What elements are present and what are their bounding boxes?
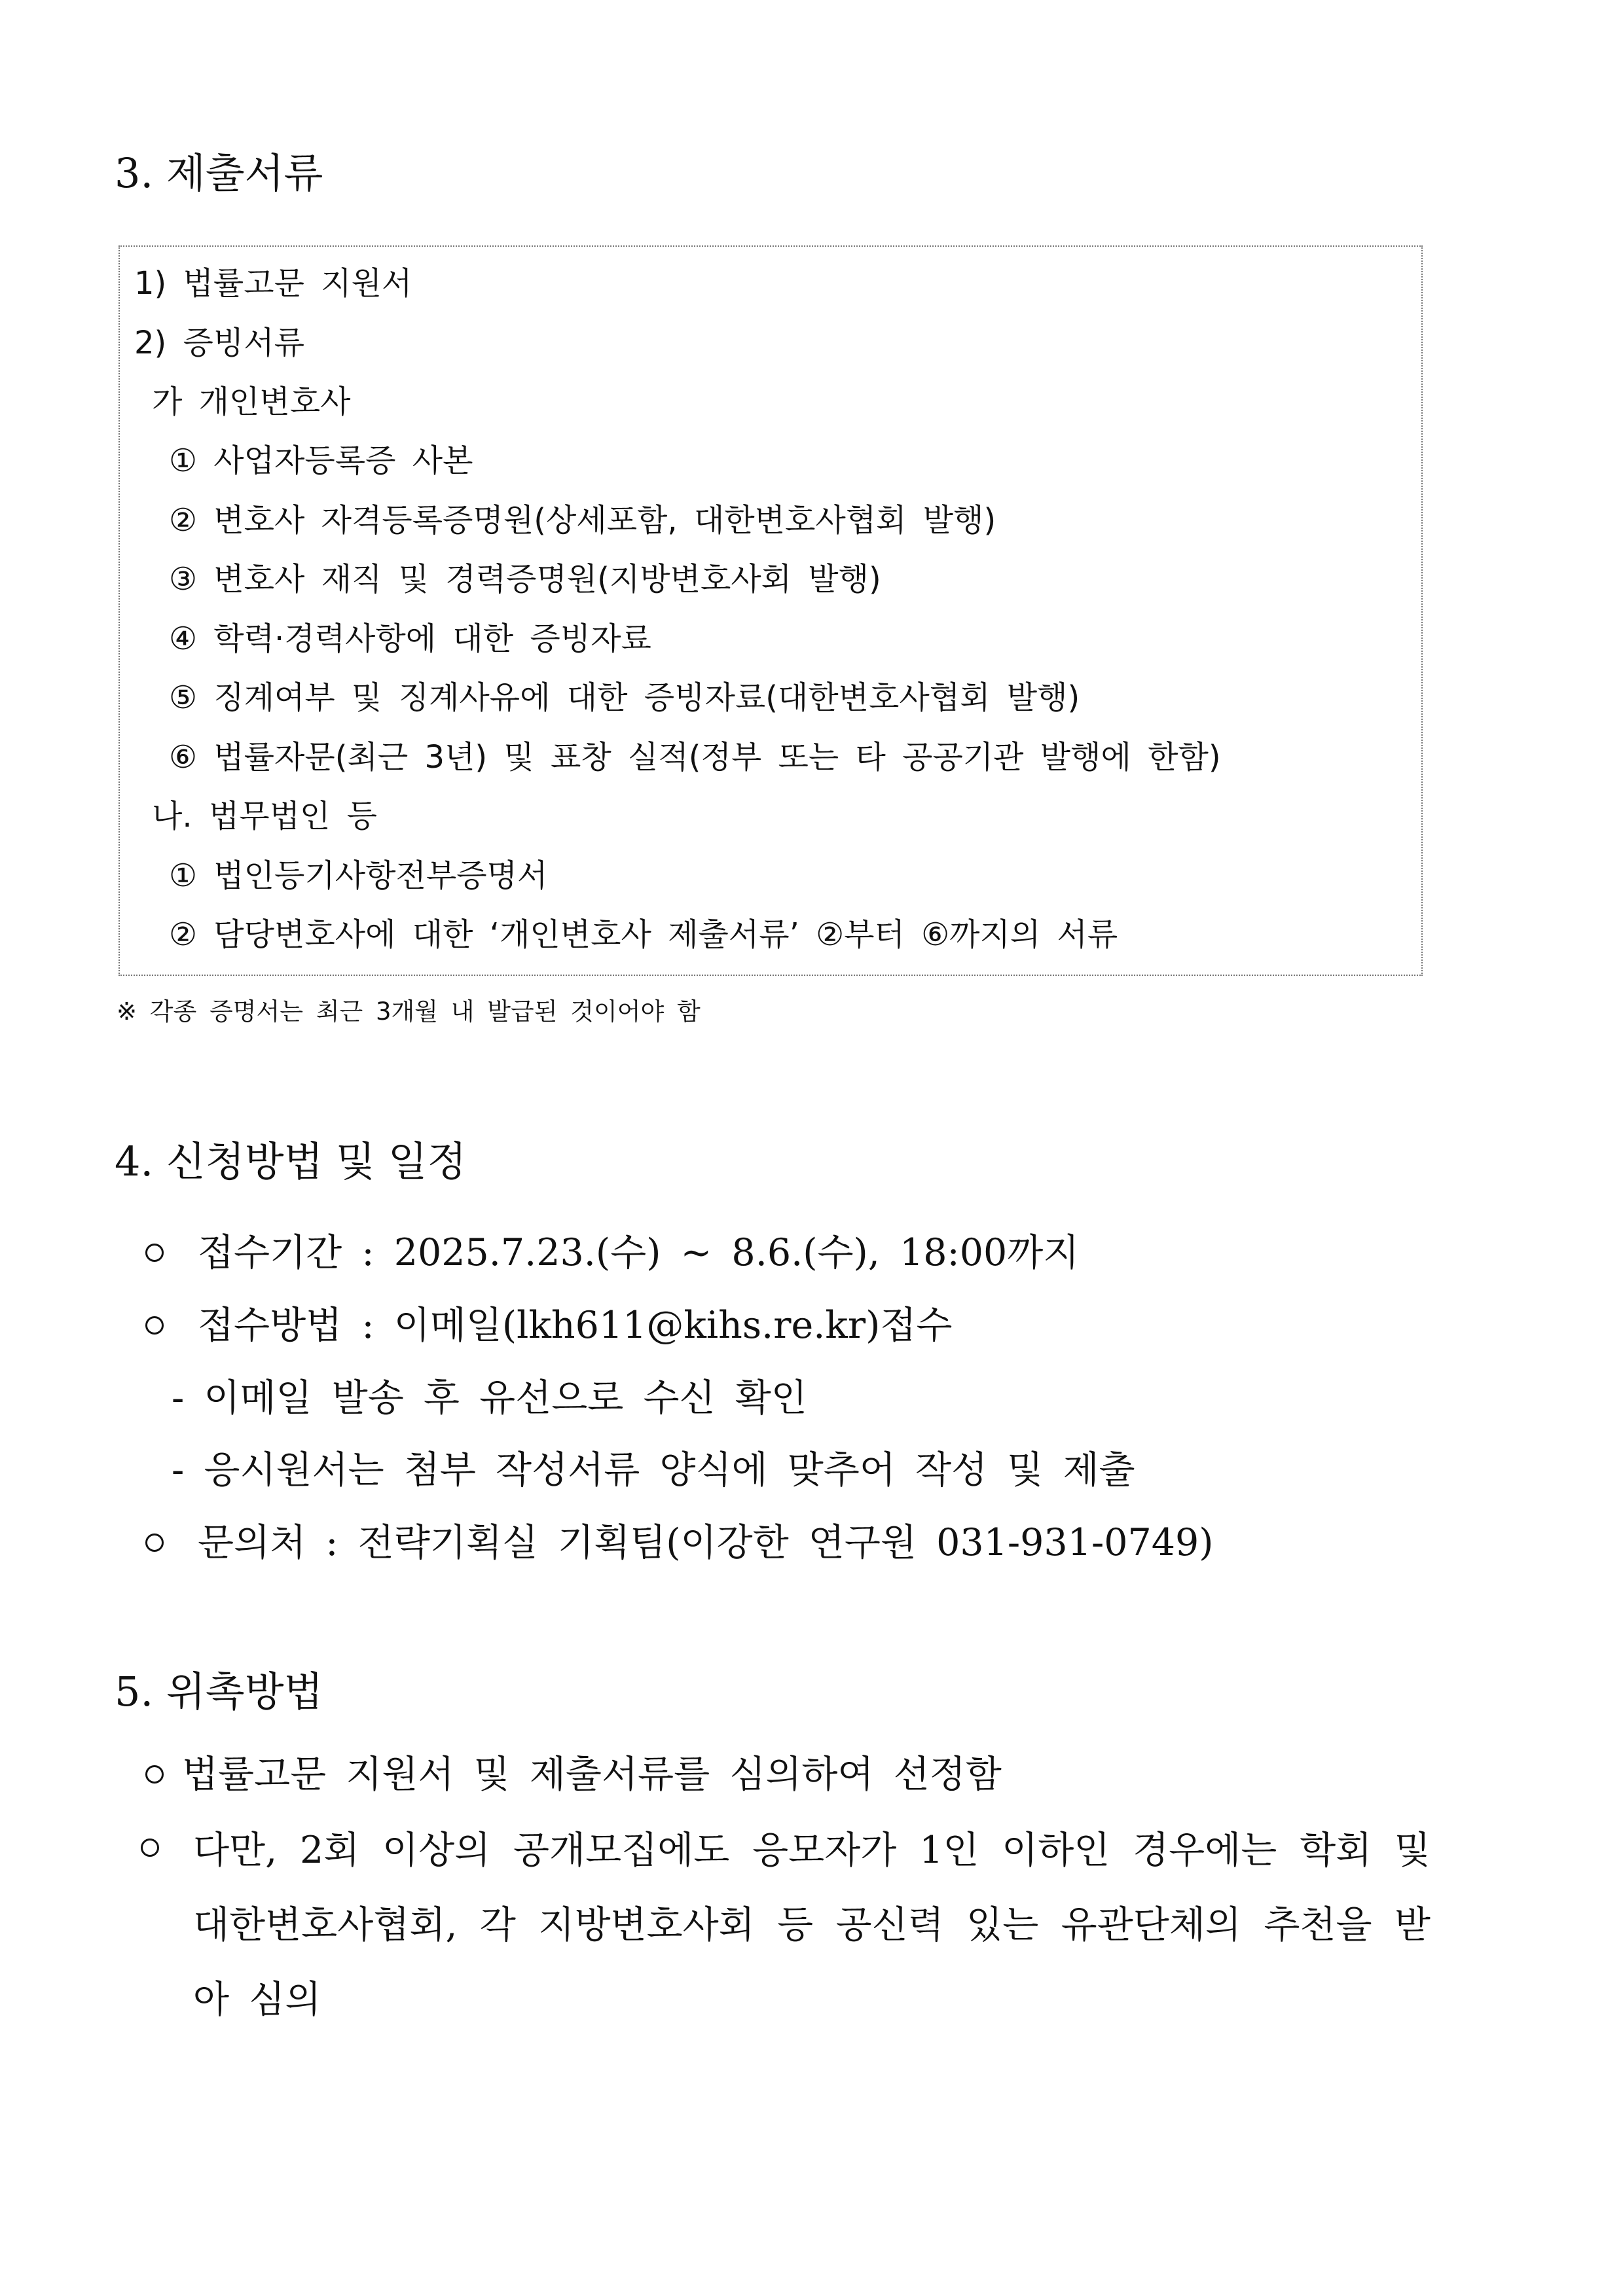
doc-subhead-individual: 가 개인변호사 xyxy=(152,384,351,420)
doc-item-individual-5: ⑤ 징계여부 및 징계사유에 대한 증빙자료(대한변호사협회 발행) xyxy=(169,679,1080,716)
doc-item-individual-4: ④ 학력·경력사항에 대한 증빙자료 xyxy=(169,620,651,657)
section-5-title: 5. 위촉방법 xyxy=(115,1668,323,1715)
doc-item-individual-6: ⑥ 법률자문(최근 3년) 및 표창 실적(정부 또는 타 공공기관 발행에 한함) xyxy=(169,739,1221,776)
appointment-exception-text: 다만, 2회 이상의 공개모집에도 응모자가 1인 이하인 경우에는 학회 및 대한변호사협회, 각 지방변호사회 등 공신력 있는 유관단체의 추천을 받아 심의 xyxy=(193,1829,1431,2021)
certificate-note: ※ 각종 증명서는 최근 3개월 내 발급된 것이어야 함 xyxy=(117,997,701,1026)
section-4-title: 4. 신청방법 및 일정 xyxy=(115,1138,467,1185)
application-period xyxy=(145,1228,1079,1278)
circle-bullet-icon xyxy=(141,1839,159,1857)
method-note-2: - 응시원서는 첨부 작성서류 양식에 맞추어 작성 및 제출 xyxy=(172,1448,1135,1492)
contact-info xyxy=(145,1518,1214,1568)
appointment-selection-text: 법률고문 지원서 및 제출서류를 심의하여 선정함 xyxy=(182,1753,1002,1796)
doc-subhead-law-firm: 나. 법무법인 등 xyxy=(152,798,377,834)
application-period-text: 접수기간 : 2025.7.23.(수) ~ 8.6.(수), 18:00까지 xyxy=(198,1231,1080,1274)
doc-item-individual-3: ③ 변호사 재직 및 경력증명원(지방변호사회 발행) xyxy=(169,561,881,598)
doc-item-1: 1) 법률고문 지원서 xyxy=(134,265,412,302)
circle-bullet-icon xyxy=(145,1316,164,1335)
doc-item-firm-1: ① 법인등기사항전부증명서 xyxy=(169,857,548,894)
doc-item-individual-1: ① 사업자등록증 사본 xyxy=(169,442,473,479)
circle-bullet-icon xyxy=(145,1765,164,1784)
doc-item-firm-2: ② 담당변호사에 대한 ‘개인변호사 제출서류’ ②부터 ⑥까지의 서류 xyxy=(169,916,1118,953)
doc-item-2: 2) 증빙서류 xyxy=(134,325,304,361)
contact-info-text: 문의처 : 전략기획실 기획팀(이강한 연구원 031-931-0749) xyxy=(198,1521,1214,1564)
appointment-selection xyxy=(145,1749,1002,1799)
method-note-1: - 이메일 발송 후 유선으로 수신 확인 xyxy=(172,1376,807,1420)
doc-item-individual-2: ② 변호사 자격등록증명원(상세포함, 대한변호사협회 발행) xyxy=(169,502,996,539)
section-3-title: 3. 제출서류 xyxy=(115,149,323,197)
application-method xyxy=(145,1300,953,1350)
circle-bullet-icon xyxy=(145,1534,164,1552)
circle-bullet-icon xyxy=(145,1244,164,1262)
application-method-text: 접수방법 : 이메일(lkh611@kihs.re.kr)접수 xyxy=(198,1304,953,1347)
